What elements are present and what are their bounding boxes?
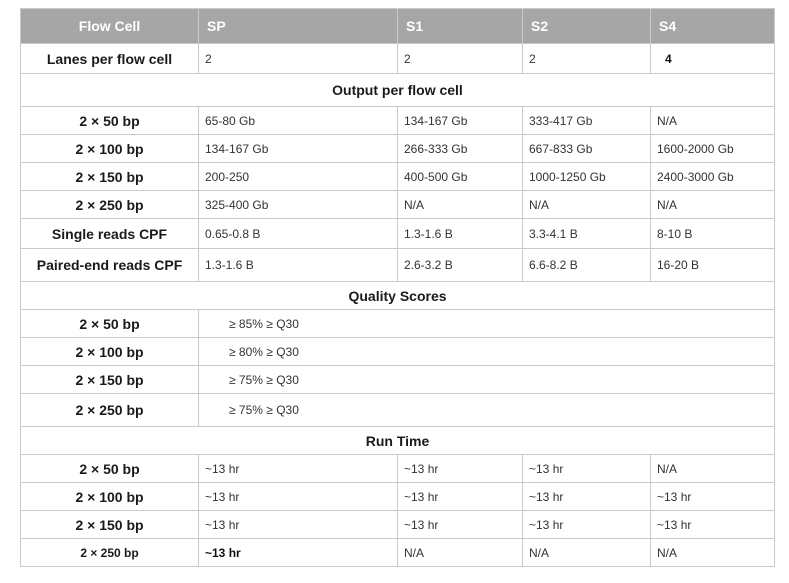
- cell-s2: 333-417 Gb: [523, 107, 651, 135]
- cell-s2: 2: [523, 44, 651, 74]
- header-flow-cell: Flow Cell: [21, 9, 199, 44]
- quality-value: ≥ 80% ≥ Q30: [199, 338, 775, 366]
- cell-sp: 134-167 Gb: [199, 135, 398, 163]
- cell-s1: ~13 hr: [398, 455, 523, 483]
- cell-s4: 1600-2000 Gb: [651, 135, 775, 163]
- cell-s1: N/A: [398, 539, 523, 567]
- row-label: 2 × 250 bp: [21, 394, 199, 427]
- cell-s4: 8-10 B: [651, 219, 775, 249]
- section-row: [21, 427, 775, 455]
- cell-s4: N/A: [651, 107, 775, 135]
- cell-s4: 16-20 B: [651, 249, 775, 282]
- header-s2: S2: [523, 9, 651, 44]
- table-row: [21, 310, 775, 338]
- cell-s4: N/A: [651, 455, 775, 483]
- cell-sp: 325-400 Gb: [199, 191, 398, 219]
- row-label: 2 × 150 bp: [21, 163, 199, 191]
- table-row: [21, 107, 775, 135]
- cell-s4: 2400-3000 Gb: [651, 163, 775, 191]
- section-row: [21, 282, 775, 310]
- row-label: 2 × 100 bp: [21, 135, 199, 163]
- cell-s2: ~13 hr: [523, 483, 651, 511]
- cell-s4: N/A: [651, 539, 775, 567]
- cell-s4: N/A: [651, 191, 775, 219]
- cell-sp: ~13 hr: [199, 455, 398, 483]
- cell-s1: 2: [398, 44, 523, 74]
- row-label: 2 × 50 bp: [21, 107, 199, 135]
- table-row: [21, 511, 775, 539]
- table-row: [21, 135, 775, 163]
- cell-sp: ~13 hr: [199, 483, 398, 511]
- header-row: [21, 9, 775, 44]
- section-title-quality: Quality Scores: [21, 282, 775, 310]
- quality-value: ≥ 85% ≥ Q30: [199, 310, 775, 338]
- table-row: [21, 338, 775, 366]
- row-label: 2 × 250 bp: [21, 539, 199, 567]
- header-s4: S4: [651, 9, 775, 44]
- row-label: Lanes per flow cell: [21, 44, 199, 74]
- table-row: [21, 539, 775, 567]
- section-title-runtime: Run Time: [21, 427, 775, 455]
- cell-s1: N/A: [398, 191, 523, 219]
- cell-sp: 65-80 Gb: [199, 107, 398, 135]
- header-sp: SP: [199, 9, 398, 44]
- cell-s2: 667-833 Gb: [523, 135, 651, 163]
- row-label: 2 × 50 bp: [21, 455, 199, 483]
- section-row: [21, 74, 775, 107]
- row-label: Single reads CPF: [21, 219, 199, 249]
- row-label: 2 × 150 bp: [21, 366, 199, 394]
- row-label: 2 × 150 bp: [21, 511, 199, 539]
- row-label: 2 × 250 bp: [21, 191, 199, 219]
- table-row: [21, 483, 775, 511]
- cell-sp: 200-250: [199, 163, 398, 191]
- quality-value: ≥ 75% ≥ Q30: [199, 366, 775, 394]
- cell-s1: 266-333 Gb: [398, 135, 523, 163]
- cell-s2: N/A: [523, 191, 651, 219]
- lanes-row: [21, 44, 775, 74]
- cell-sp: 0.65-0.8 B: [199, 219, 398, 249]
- cell-sp: 2: [199, 44, 398, 74]
- cell-sp: ~13 hr: [199, 511, 398, 539]
- row-label: Paired-end reads CPF: [21, 249, 199, 282]
- cell-s4: ~13 hr: [651, 511, 775, 539]
- cell-s1: ~13 hr: [398, 511, 523, 539]
- cell-sp: 1.3-1.6 B: [199, 249, 398, 282]
- row-label: 2 × 100 bp: [21, 338, 199, 366]
- row-label: 2 × 50 bp: [21, 310, 199, 338]
- row-label: 2 × 100 bp: [21, 483, 199, 511]
- cell-s1: 134-167 Gb: [398, 107, 523, 135]
- quality-value: ≥ 75% ≥ Q30: [199, 394, 775, 427]
- cell-s4: 4: [651, 44, 775, 74]
- cell-s1: 2.6-3.2 B: [398, 249, 523, 282]
- cell-s2: 3.3-4.1 B: [523, 219, 651, 249]
- flow-cell-specs-table: [20, 8, 775, 567]
- cell-s1: 1.3-1.6 B: [398, 219, 523, 249]
- section-title-output: Output per flow cell: [21, 74, 775, 107]
- table-row: [21, 191, 775, 219]
- table-row: [21, 163, 775, 191]
- cell-s2: N/A: [523, 539, 651, 567]
- cell-s4: ~13 hr: [651, 483, 775, 511]
- cell-s1: ~13 hr: [398, 483, 523, 511]
- table-row: [21, 249, 775, 282]
- cell-s2: ~13 hr: [523, 455, 651, 483]
- cell-s1: 400-500 Gb: [398, 163, 523, 191]
- table-row: [21, 219, 775, 249]
- cell-s2: ~13 hr: [523, 511, 651, 539]
- table-row: [21, 455, 775, 483]
- table-row: [21, 394, 775, 427]
- header-s1: S1: [398, 9, 523, 44]
- cell-sp: ~13 hr: [199, 539, 398, 567]
- cell-s2: 1000-1250 Gb: [523, 163, 651, 191]
- table-row: [21, 366, 775, 394]
- cell-s2: 6.6-8.2 B: [523, 249, 651, 282]
